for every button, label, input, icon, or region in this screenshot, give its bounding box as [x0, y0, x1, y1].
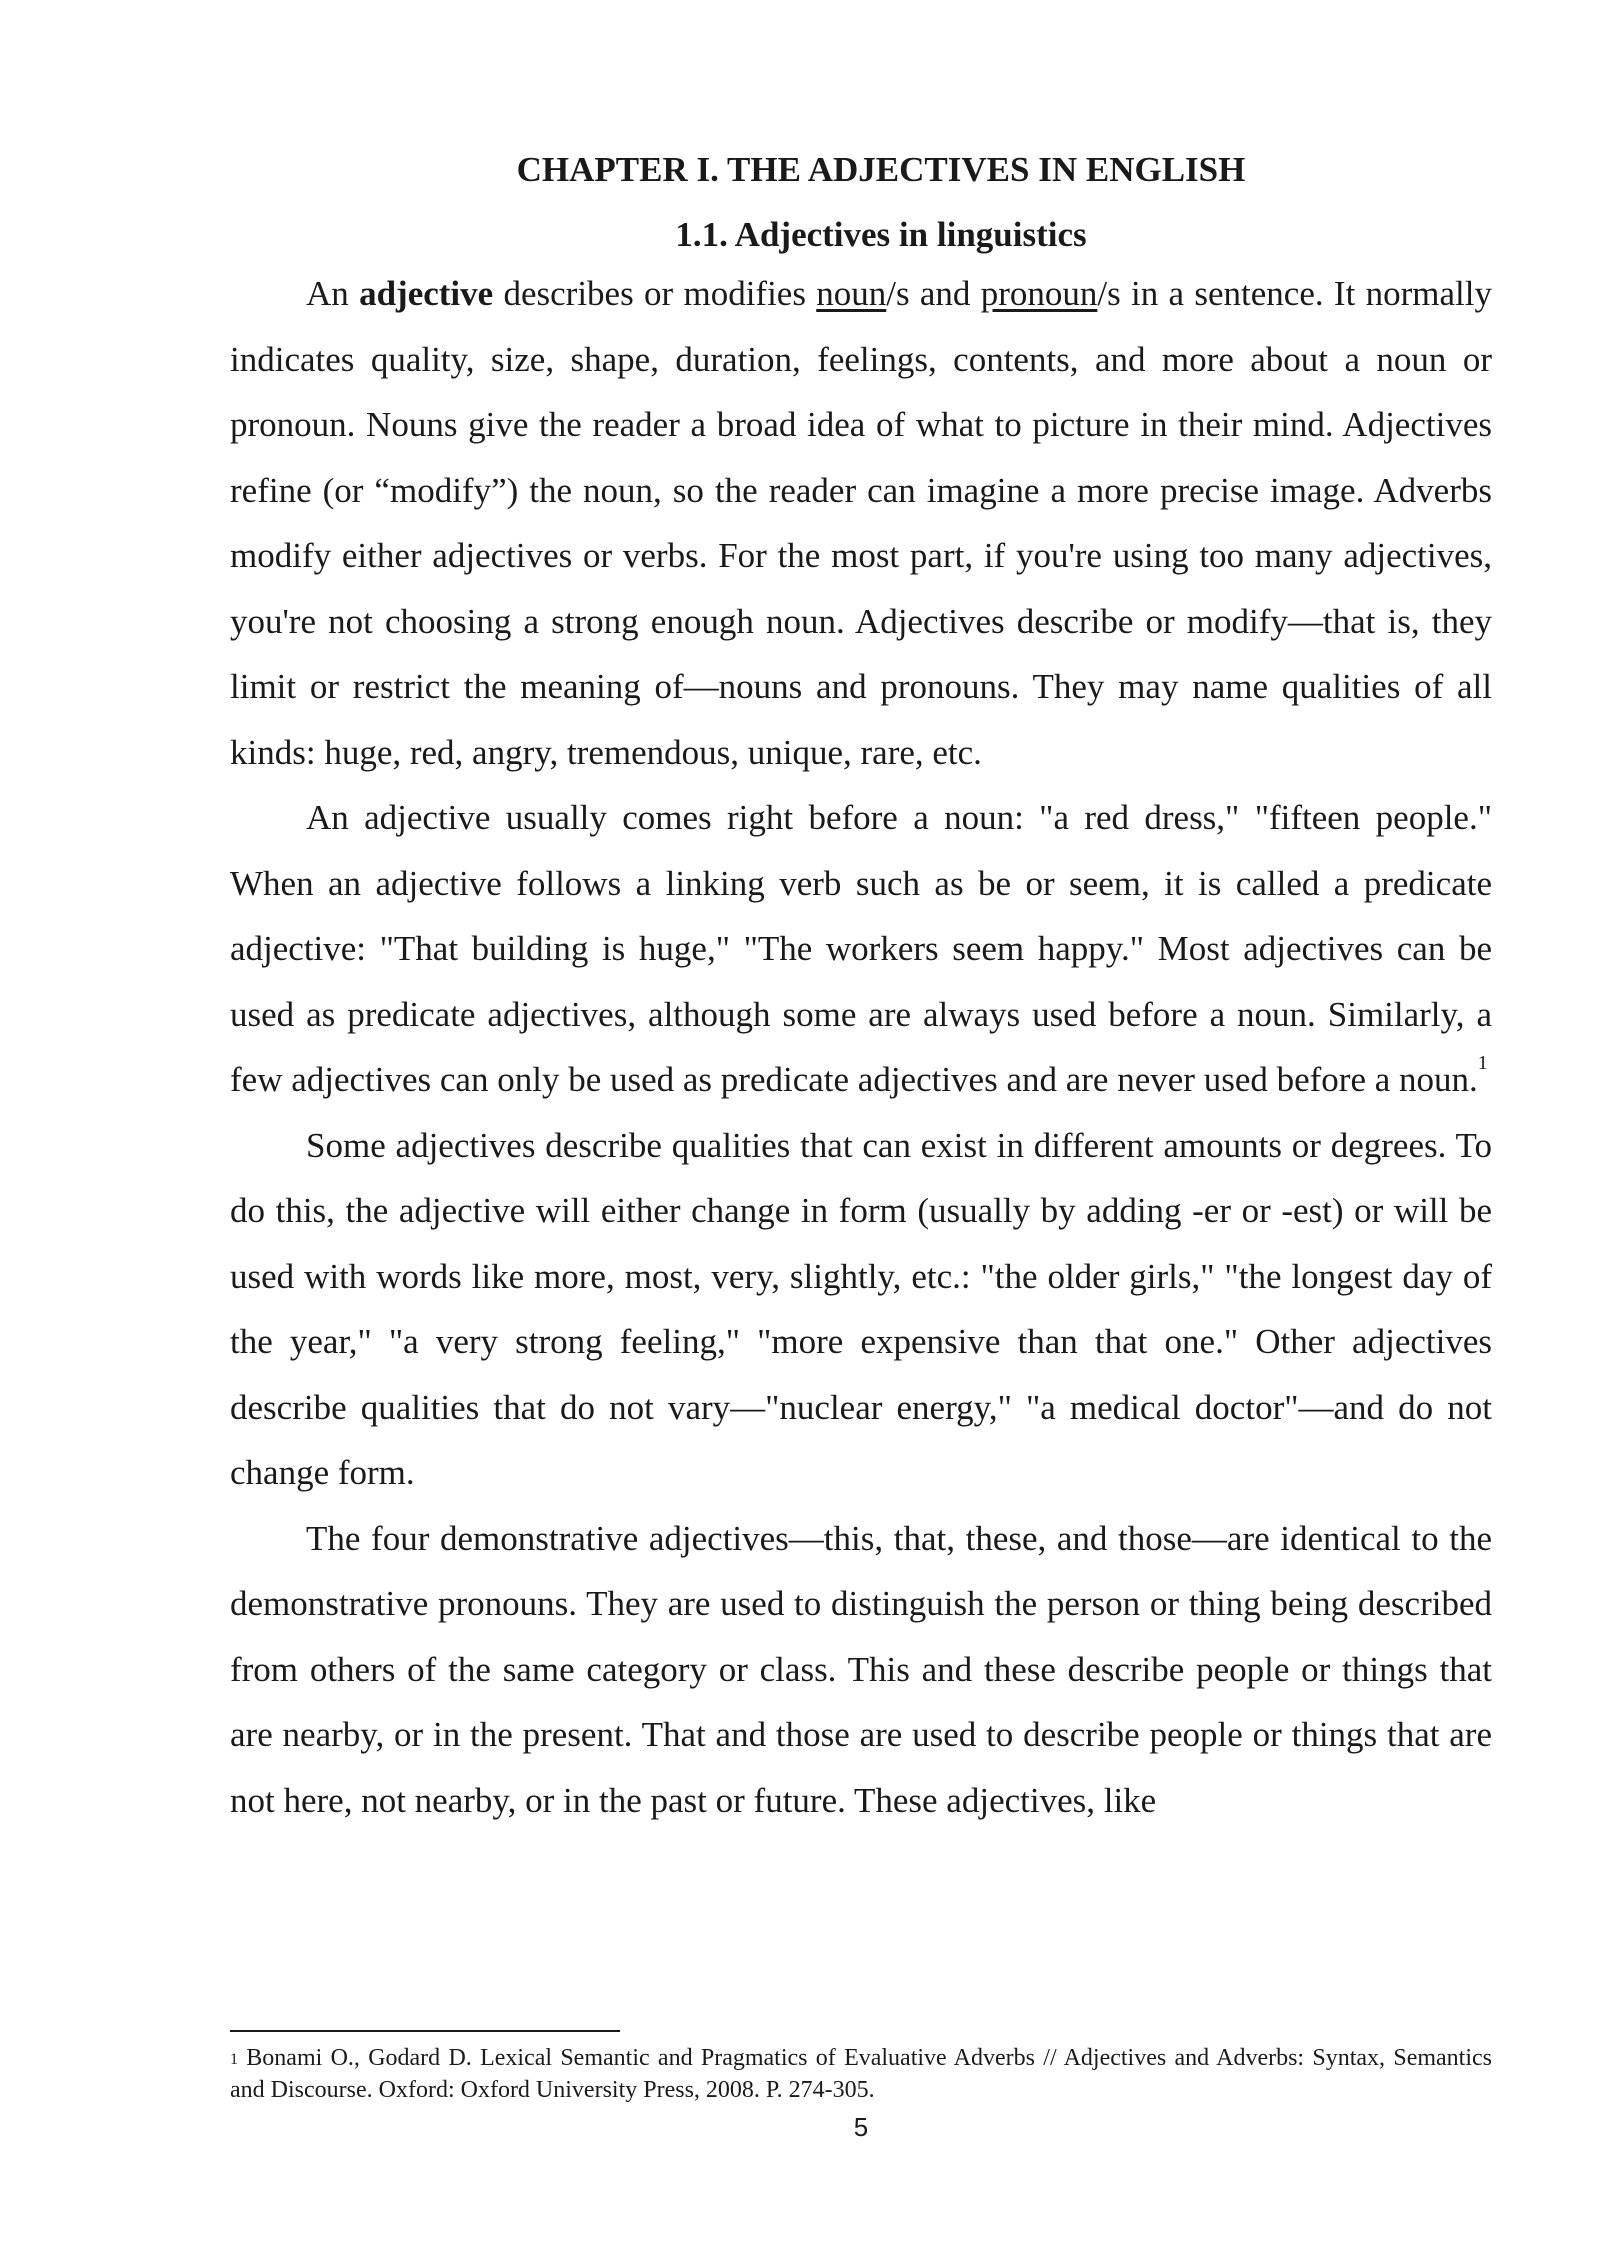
link-pronoun[interactable]: pronoun [980, 274, 1098, 313]
paragraph-1 [230, 261, 1492, 785]
paragraph-1-text-d: /s in a sentence. It normally indicates quality, size, shape, duration, feelings, contents, and more about a noun or pronoun. Nouns give the reader a broad idea of what to picture in their mind. Adjectives refine (or “modify”) the noun, so the reader can imagine a more precise image. Adverbs modify either adjectives or verbs. For the most part, if you're using too many adjectives, you're not choosing a strong enough noun. Adjectives describe or modify—that is, they limit or restrict the meaning of—nouns and pronouns. They may name qualities of all kinds: huge, red, angry, tremendous, unique, rare, etc. [230, 274, 1492, 772]
chapter-title: CHAPTER I. THE ADJECTIVES IN ENGLISH [516, 150, 1246, 189]
link-noun[interactable]: noun [816, 274, 887, 313]
paragraph-1-text-b: describes or modifies [493, 274, 817, 313]
footnote-reference[interactable]: 1 [1477, 1052, 1488, 1074]
paragraph-3: Some adjectives describe qualities that can exist in different amounts or degrees. To do this, the adjective will either change in form (usually by adding -er or -est) or will be used with words like more, most, very, slightly, etc.: "the older girls," "the longest day of the year," "a very strong feeling," "more expensive than that one." Other adjectives describe qualities that do not vary—"nuclear energy," "a medical doctor"—and do not change form. [230, 1125, 1492, 1492]
paragraph-1-text-a: An [306, 274, 360, 313]
footnote-text: Bonami O., Godard D. Lexical Semantic and Pragmatics of Evaluative Adverbs // Adjectives and Adverbs: Syntax, Semantics and Discourse. Oxford: Oxford University Press, 2008. P. 274-305. [230, 2045, 1492, 2103]
document-page [230, 150, 1492, 1833]
paragraph-1-text-c: /s and [886, 274, 981, 313]
term-adjective: adjective [359, 274, 494, 313]
paragraph-4: The four demonstrative adjectives—this, that, these, and those—are identical to the demonstrative pronouns. They are used to distinguish the person or thing being described from others of the same category or class. This and these describe people or things that are nearby, or in the present. That and those are used to describe people or things that are not here, not nearby, or in the past or future. These adjectives, like [230, 1518, 1492, 1820]
page-number: 5 [853, 2112, 869, 2142]
paragraph-2-text: An adjective usually comes right before a noun: "a red dress," "fifteen people." When an adjective follows a linking verb such as be or seem, it is called a predicate adjective: "That building is huge," "The workers seem happy." Most adjectives can be used as predicate adjectives, although some are always used before a noun. Similarly, a few adjectives can only be used as predicate adjectives and are never used before a noun. [230, 798, 1492, 1099]
section-title: 1.1. Adjectives in linguistics [675, 215, 1087, 254]
paragraph-2 [230, 785, 1492, 1113]
footnote-separator [230, 2030, 620, 2032]
footnote [230, 2042, 1492, 2106]
footnote-mark: 1 [230, 2051, 238, 2068]
